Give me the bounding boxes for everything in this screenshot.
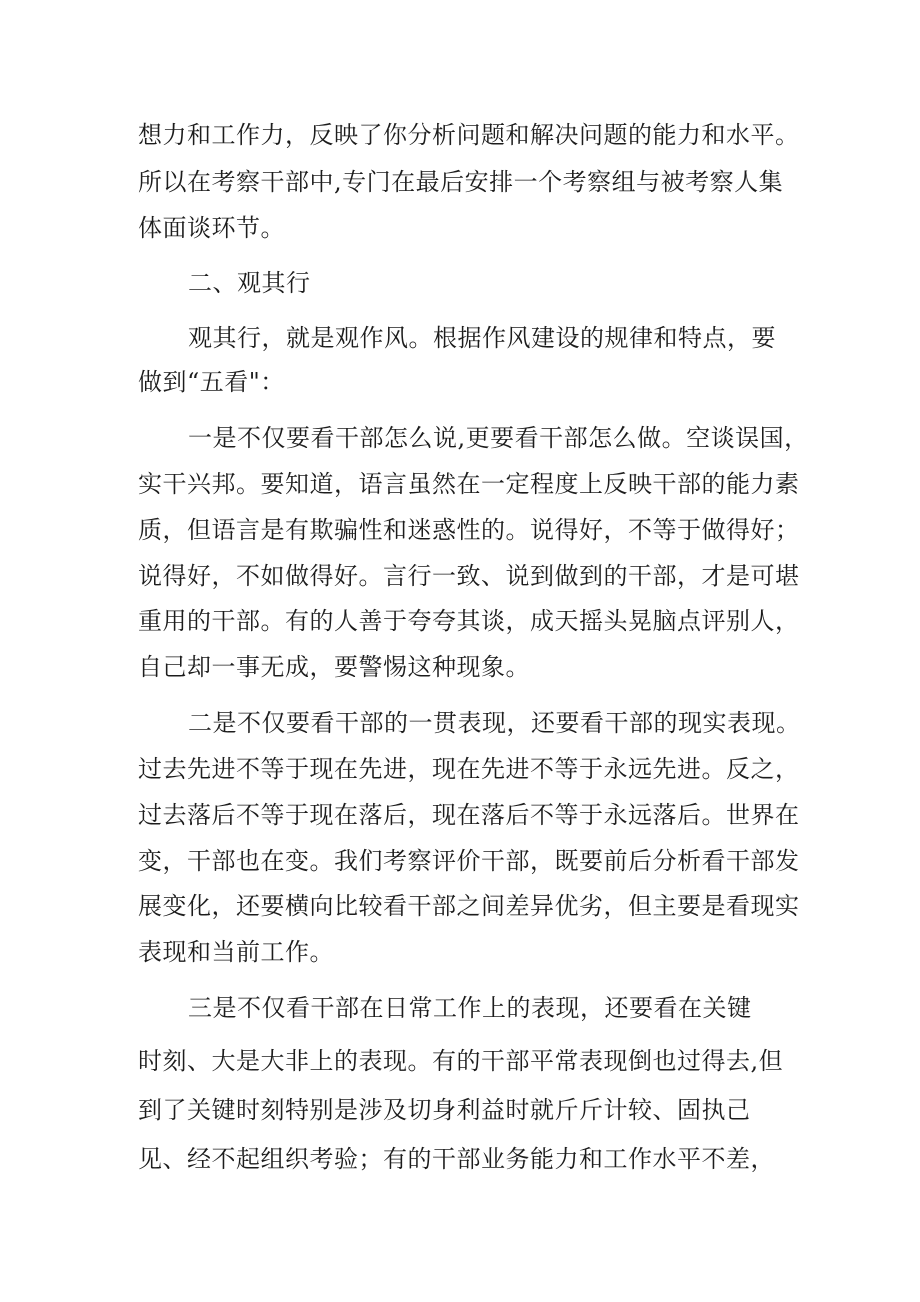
text-line-12: 自己却一事无成，要警惕这种现象。 xyxy=(138,653,530,681)
text-line-15: 过去落后不等于现在落后，现在落后不等于永远落后。世界在 xyxy=(138,801,800,829)
text-line-16: 变，干部也在变。我们考察评价干部，既要前后分析看干部发 xyxy=(138,847,800,875)
text-line-3: 体面谈环节。 xyxy=(138,214,285,242)
text-line-2: 所以在考察干部中,专门在最后安排一个考察组与被考察人集 xyxy=(138,168,784,196)
text-line-5: 观其行，就是观作风。根据作风建设的规律和特点，要 xyxy=(188,324,776,352)
text-line-8: 实干兴邦。要知道，语言虽然在一定程度上反映干部的能力素 xyxy=(138,470,800,498)
text-line-9: 质，但语言是有欺骗性和迷惑性的。说得好，不等于做得好； xyxy=(138,516,800,544)
text-line-6: 做到“五看"： xyxy=(138,368,285,396)
text-line-19: 三是不仅看干部在日常工作上的表现，还要看在关键 xyxy=(188,994,752,1022)
text-line-17: 展变化，还要横向比较看干部之间差异优劣，但主要是看现实 xyxy=(138,892,800,920)
text-line-10: 说得好，不如做得好。言行一致、说到做到的干部，才是可堪 xyxy=(138,562,800,590)
section-heading: 二、观其行 xyxy=(188,269,311,297)
text-line-20: 时刻、大是大非上的表现。有的干部平常表现倒也过得去,但 xyxy=(138,1047,784,1075)
text-line-13: 二是不仅要看干部的一贯表现，还要看干部的现实表现。 xyxy=(188,709,801,737)
text-line-22: 见、经不起组织考验；有的干部业务能力和工作水平不差， xyxy=(138,1145,775,1173)
text-line-21: 到了关键时刻特别是涉及切身利益时就斤斤计较、固执己 xyxy=(138,1096,751,1124)
text-line-7: 一是不仅要看干部怎么说,更要看干部怎么做。空谈误国， xyxy=(188,424,809,452)
text-line-14: 过去先进不等于现在先进，现在先进不等于永远先进。反之， xyxy=(138,755,800,783)
text-line-1: 想力和工作力，反映了你分析问题和解决问题的能力和水平。 xyxy=(138,121,800,149)
text-line-11: 重用的干部。有的人善于夸夸其谈，成天摇头晃脑点评别人， xyxy=(138,607,800,635)
text-line-18: 表现和当前工作。 xyxy=(138,938,334,966)
